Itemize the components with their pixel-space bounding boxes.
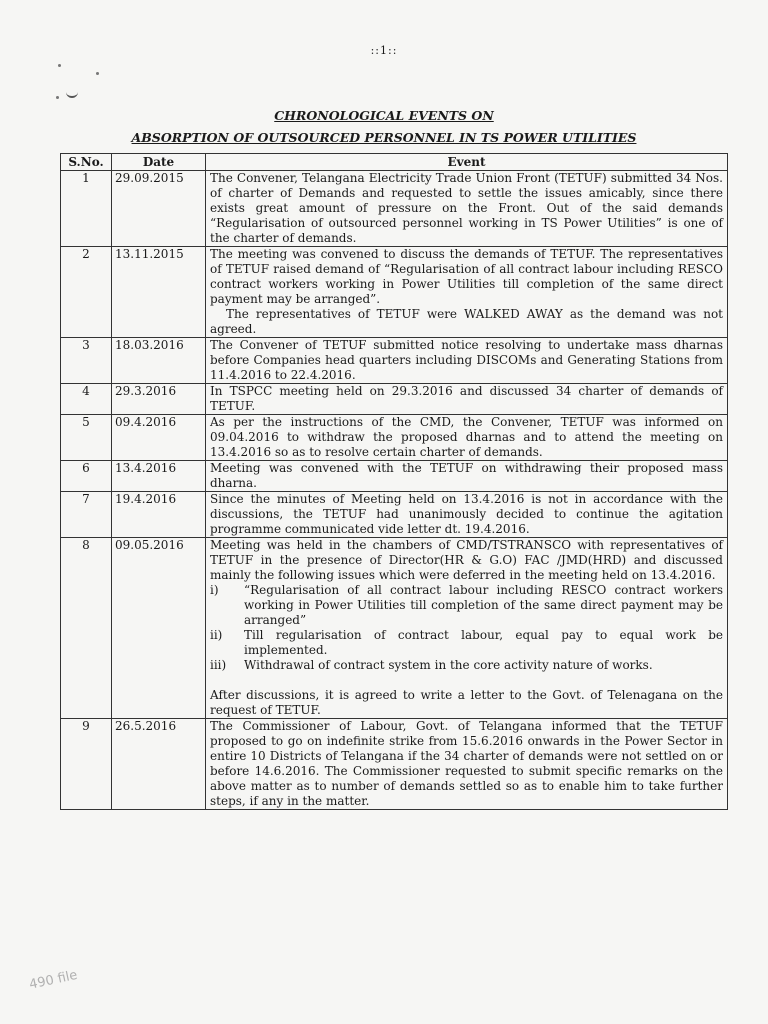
table-row [61, 538, 728, 719]
event-text: As per the instructions of the CMD, the Convener, TETUF was informed on 09.04.2016 to withdraw the proposed dharnas and to attend the meeting on 13.4.2016 so as to resolve certain charter of demands. [210, 415, 723, 459]
event-text: The Commissioner of Labour, Govt. of Telangana informed that the TETUF proposed to go on indefinite strike from 15.6.2016 onwards in the Power Sector in entire 10 Districts of Telangana if the 34 charter of demands were not settled on or before 14.6.2016. The Commissioner requested to submit specific remarks on the above matter as to number of demands settled so as to enable him to take further steps, if any in the matter. [210, 719, 723, 808]
row-date: 18.03.2016 [112, 338, 206, 384]
event-text: Meeting was convened with the TETUF on withdrawing their proposed mass dharna. [210, 461, 723, 490]
row-date: 19.4.2016 [112, 492, 206, 538]
row-event [206, 384, 728, 415]
row-date: 29.09.2015 [112, 171, 206, 247]
issue-text: Till regularisation of contract labour, equal pay to equal work be implemented. [244, 628, 723, 657]
table-row [61, 492, 728, 538]
row-event [206, 338, 728, 384]
issue-item [210, 583, 723, 628]
paragraph-gap [210, 673, 723, 688]
row-event [206, 171, 728, 247]
scan-speck [56, 96, 59, 99]
row-sno: 4 [61, 384, 112, 415]
event-text: In TSPCC meeting held on 29.3.2016 and discussed 34 charter of demands of TETUF. [210, 384, 723, 413]
row-sno: 8 [61, 538, 112, 719]
row-date: 09.4.2016 [112, 415, 206, 461]
table-row [61, 384, 728, 415]
row-date: 13.4.2016 [112, 461, 206, 492]
row-event [206, 538, 728, 719]
row-sno: 7 [61, 492, 112, 538]
event-text: The meeting was convened to discuss the demands of TETUF. The representatives of TETUF raised demand of “Regularisation of all contract labour including RESCO contract workers working in Power Utilities till completion of the same direct payment may be arranged”. [210, 247, 723, 306]
scan-speck [96, 72, 99, 75]
row-event [206, 492, 728, 538]
row-event [206, 719, 728, 810]
document-title-line2: ABSORPTION OF OUTSOURCED PERSONNEL IN TS POWER UTILITIES [131, 130, 637, 145]
event-text: Since the minutes of Meeting held on 13.4.2016 is not in accordance with the discussions, the TETUF had unanimously decided to continue the agitation programme communicated vide letter dt. 19.4.2016. [210, 492, 723, 536]
document-title-line1: CHRONOLOGICAL EVENTS ON [274, 108, 494, 123]
table-row [61, 719, 728, 810]
row-date: 09.05.2016 [112, 538, 206, 719]
table-row [61, 171, 728, 247]
table-header-row [61, 154, 728, 171]
row-event [206, 415, 728, 461]
table-row [61, 415, 728, 461]
row-event [206, 247, 728, 338]
row-sno: 5 [61, 415, 112, 461]
pen-mark [66, 88, 78, 98]
row-sno: 9 [61, 719, 112, 810]
table-row [61, 247, 728, 338]
handwritten-note: 490 file [28, 967, 79, 993]
row-sno: 6 [61, 461, 112, 492]
event-text: The representatives of TETUF were WALKED AWAY as the demand was not agreed. [210, 307, 723, 336]
event-text: The Convener, Telangana Electricity Trade Union Front (TETUF) submitted 34 Nos. of charter of Demands and requested to settle the issues amicably, since there exists great amount of pressure on the Front. Out of the said demands “Regularisation of outsourced personnel working in TS Power Utilities” is one of the charter of demands. [210, 171, 723, 245]
event-intro: Meeting was held in the chambers of CMD/TSTRANSCO with representatives of TETUF in the presence of Director(HR & G.O) FAC /JMD(HRD) and discussed mainly the following issues which were deferred in the meeting held on 13.4.2016. [210, 538, 723, 582]
row-date: 26.5.2016 [112, 719, 206, 810]
row-sno: 1 [61, 171, 112, 247]
issue-item [210, 628, 723, 658]
header-date: Date [112, 154, 206, 171]
issue-text: Withdrawal of contract system in the core activity nature of works. [244, 658, 653, 672]
table-row [61, 338, 728, 384]
issue-label: i) [210, 583, 219, 597]
row-date: 29.3.2016 [112, 384, 206, 415]
issue-label: iii) [210, 658, 227, 672]
issue-text: “Regularisation of all contract labour including RESCO contract workers working in Power Utilities till completion of the same direct payment may be arranged” [244, 583, 723, 627]
header-event: Event [206, 154, 728, 171]
page-number: ::1:: [370, 44, 398, 57]
row-sno: 2 [61, 247, 112, 338]
row-date: 13.11.2015 [112, 247, 206, 338]
header-sno: S.No. [61, 154, 112, 171]
row-sno: 3 [61, 338, 112, 384]
event-outro: After discussions, it is agreed to write a letter to the Govt. of Telenagana on the request of TETUF. [210, 688, 723, 717]
event-text: The Convener of TETUF submitted notice resolving to undertake mass dharnas before Companies head quarters including DISCOMs and Generating Stations from 11.4.2016 to 22.4.2016. [210, 338, 723, 382]
issue-label: ii) [210, 628, 223, 642]
table-row [61, 461, 728, 492]
events-table [60, 153, 728, 810]
row-event [206, 461, 728, 492]
issue-item [210, 658, 723, 673]
scan-speck [58, 64, 61, 67]
